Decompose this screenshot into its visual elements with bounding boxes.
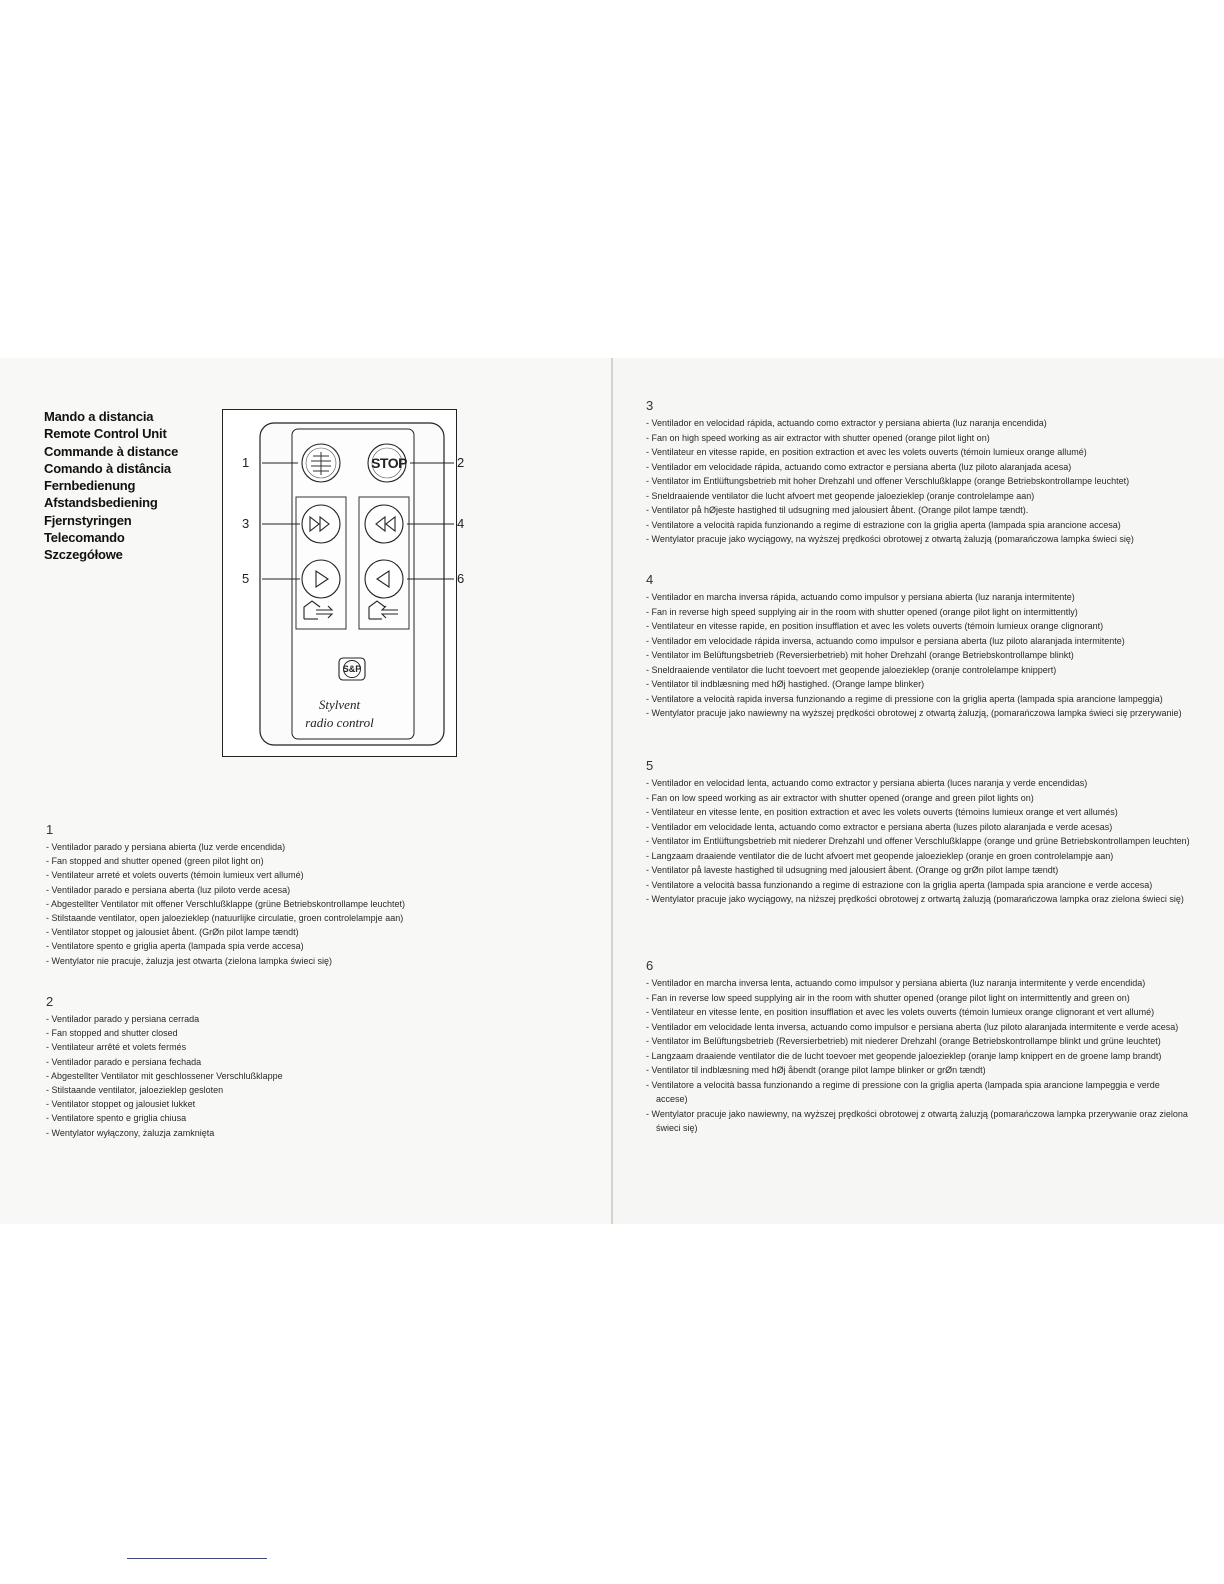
section-6-line: - Ventilador en marcha inversa lenta, actuando como impulsor y persiana abierta (luz naranja intermitente y verde encendida)	[646, 976, 1191, 991]
section-number: 3	[646, 398, 654, 413]
section-2-line: - Ventilatore spento e griglia chiusa	[46, 1111, 566, 1125]
remote-control-figure	[222, 409, 465, 757]
section-4-line: - Ventilateur en vitesse rapide, en position insufflation et avec les volets ouverts (témoin lumieux orange clignorant)	[646, 619, 1191, 634]
section-1-line: - Ventilateur arreté et volets ouverts (témoin lumieux vert allumé)	[46, 868, 566, 882]
section-6-line: - Ventilatore a velocità bassa funzionando a regime di pressione con la griglia aperta (lampada spia arancione lampeggia e verde accese)	[646, 1078, 1191, 1107]
section-5-line: - Fan on low speed working as air extractor with shutter opened (orange and green pilot lights on)	[646, 791, 1191, 806]
section-4-line: - Ventilador em velocidade rápida inversa, actuando como impulsor e persiana aberta (luz piloto alaranjada intermitente)	[646, 634, 1191, 649]
title-fr: Commande à distance	[44, 443, 179, 459]
button-4	[365, 505, 403, 543]
section-6	[646, 958, 1191, 1136]
section-3	[646, 398, 1191, 547]
section-5	[646, 758, 1191, 907]
section-2-line: - Ventilateur arrêté et volets fermés	[46, 1040, 566, 1054]
callout-1: 1	[242, 455, 250, 470]
section-1-line: - Abgestellter Ventilator mit offener Verschlußklappe (grüne Betriebskontrollampe leuchtet)	[46, 897, 566, 911]
logo-text: S&P	[342, 664, 362, 674]
section-5-line: - Ventilador em velocidade lenta, actuando como extractor e persiana aberta (luzes piloto alaranjada e verde acesas)	[646, 820, 1191, 835]
section-number: 4	[646, 572, 654, 587]
left-page	[0, 358, 612, 1224]
callout-6: 6	[457, 571, 465, 586]
section-number: 2	[46, 994, 54, 1009]
stop-label: STOP	[371, 455, 407, 471]
title-pt: Comando à distância	[44, 460, 171, 476]
section-5-line: - Ventilateur en vitesse lente, en position extraction et avec les volets ouverts (témoins lumieux orange et vert allumés)	[646, 805, 1191, 820]
section-1-line: - Fan stopped and shutter opened (green pilot light on)	[46, 854, 566, 868]
title-pl: Szczegółowe	[44, 547, 123, 563]
section-2	[46, 994, 566, 1140]
section-4-line: - Ventilatore a velocità rapida inversa funzionando a regime di pressione con la griglia aperta (lampada spia arancione lampeggia)	[646, 692, 1191, 707]
section-1-line: - Ventilatore spento e griglia aperta (lampada spia verde accesa)	[46, 939, 566, 953]
section-3-line: - Ventilador en velocidad rápida, actuando como extractor y persiana abierta (luz naranja encendida)	[646, 416, 1191, 431]
section-5-line: - Ventilador en velocidad lenta, actuando como extractor y persiana abierta (luces naranja y verde encendidas)	[646, 776, 1191, 791]
section-2-line: - Wentylator wyłączony, żaluzja zamknięta	[46, 1126, 566, 1140]
callout-3: 3	[242, 516, 250, 531]
section-6-line: - Ventilator til indblæsning med hØj åbendt (orange pilot lampe blinker or grØn tændt)	[646, 1063, 1191, 1078]
section-2-line: - Fan stopped and shutter closed	[46, 1026, 566, 1040]
section-5-line: - Ventilator im Entlüftungsbetrieb mit niederer Drehzahl und offener Verschlußklappe (orange und grüne Betriebskontrollampen leuchten)	[646, 834, 1191, 849]
button-6	[365, 560, 403, 598]
title-de: Fernbedienung	[44, 478, 136, 494]
section-4-line: - Sneldraaiende ventilator die lucht toevoert met geopende jaloezieklep (oranje controlelampe knippert)	[646, 663, 1191, 678]
link-underline	[127, 1558, 267, 1559]
section-1	[46, 822, 566, 968]
section-5-line: - Wentylator pracuje jako wyciągowy, na niższej prędkości obrotowej z ortwartą żaluzją (pomarańczowa lampka oraz zielona świeci się)	[646, 892, 1191, 907]
section-1-line: - Wentylator nie pracuje, żaluzja jest otwarta (zielona lampka świeci się)	[46, 954, 566, 968]
section-5-line: - Langzaam draaiende ventilator die de lucht afvoert met geopende jaloezieklep (oranje en groen controlelampje aan)	[646, 849, 1191, 864]
title-nl: Afstandsbediening	[44, 495, 158, 511]
section-2-line: - Ventilator stoppet og jalousiet lukket	[46, 1097, 566, 1111]
section-number: 5	[646, 758, 654, 773]
title-da: Fjernstyringen	[44, 512, 132, 528]
section-2-line: - Ventilador parado e persiana fechada	[46, 1055, 566, 1069]
scanned-spread	[0, 358, 1224, 1224]
callout-4: 4	[457, 516, 465, 531]
section-number: 6	[646, 958, 654, 973]
section-3-line: - Sneldraaiende ventilator die lucht afvoert met geopende jaloezieklep (oranje controlelampe aan)	[646, 489, 1191, 504]
callout-2: 2	[457, 455, 465, 470]
section-1-line: - Stilstaande ventilator, open jaloezieklep (natuurlijke circulatie, groen controlelampje aan)	[46, 911, 566, 925]
section-4	[646, 572, 1191, 721]
section-1-line: - Ventilador parado e persiana aberta (luz piloto verde acesa)	[46, 883, 566, 897]
brand-line-2: radio control	[305, 715, 374, 730]
section-5-line: - Ventilator på laveste hastighed til udsugning med jalousiert åbent. (Orange og grØn pilot lampe tændt)	[646, 863, 1191, 878]
section-6-line: - Wentylator pracuje jako nawiewny, na wyższej prędkości obrotowej z otwartą żaluzją (pomarańczowa lampka przerywanie oraz zielona świeci się)	[646, 1107, 1191, 1136]
section-number: 1	[46, 822, 54, 837]
section-3-line: - Fan on high speed working as air extractor with shutter opened (orange pilot light on)	[646, 431, 1191, 446]
section-6-line: - Ventilator im Belüftungsbetrieb (Reversierbetrieb) mit niederer Drehzahl (orange Betriebskontrollampe blinkt und grüne leuchtet)	[646, 1034, 1191, 1049]
title-it: Telecomando	[44, 530, 125, 546]
section-2-line: - Abgestellter Ventilator mit geschlossener Verschlußklappe	[46, 1069, 566, 1083]
section-3-line: - Ventilador em velocidade rápida, actuando como extractor e persiana aberta (luz piloto alaranjada acesa)	[646, 460, 1191, 475]
section-1-line: - Ventilador parado y persiana abierta (luz verde encendida)	[46, 840, 566, 854]
section-2-line: - Ventilador parado y persiana cerrada	[46, 1012, 566, 1026]
button-3	[302, 505, 340, 543]
section-4-line: - Ventilator til indblæsning med hØj hastighed. (Orange lampe blinker)	[646, 677, 1191, 692]
section-4-line: - Ventilator im Belüftungsbetrieb (Reversierbetrieb) mit hoher Drehzahl (orange Betriebskontrollampe blinkt)	[646, 648, 1191, 663]
section-6-line: - Ventilateur en vitesse lente, en position insufflation et avec les volets ouverts (témoin lumieux orange clignorant et vert allumé)	[646, 1005, 1191, 1020]
section-4-line: - Fan in reverse high speed supplying air in the room with shutter opened (orange pilot light on intermittently)	[646, 605, 1191, 620]
title-en: Remote Control Unit	[44, 426, 167, 442]
section-4-line: - Wentylator pracuje jako nawiewny na wyższej prędkości obrotowej z otwartą żaluzją, (pomarańczowa lampka świeci się przerywanie)	[646, 706, 1191, 721]
right-page	[613, 358, 1224, 1224]
section-2-line: - Stilstaande ventilator, jaloezieklep gesloten	[46, 1083, 566, 1097]
section-3-line: - Wentylator pracuje jako wyciągowy, na wyższej prędkości obrotowej z otwartą żaluzją (pomarańczowa lampka świeci się)	[646, 532, 1191, 547]
title-list	[44, 408, 178, 564]
section-6-line: - Langzaam draaiende ventilator die de lucht toevoer met geopende jaloezieklep (oranje lamp knippert en de groene lamp brandt)	[646, 1049, 1191, 1064]
section-3-line: - Ventilator im Entlüftungsbetrieb mit hoher Drehzahl und offener Verschlußklappe (orange Betriebskontrollampe leuchtet)	[646, 474, 1191, 489]
button-5	[302, 560, 340, 598]
title-es: Mando a distancia	[44, 409, 154, 424]
callout-5: 5	[242, 571, 250, 586]
section-3-line: - Ventilateur en vitesse rapide, en position extraction et avec les volets ouverts (témoin lumieux orange allumé)	[646, 445, 1191, 460]
section-4-line: - Ventilador en marcha inversa rápida, actuando como impulsor y persiana abierta (luz naranja intermitente)	[646, 590, 1191, 605]
section-6-line: - Ventilador em velocidade lenta inversa, actuando como impulsor e persiana aberta (luz piloto alaranjada intermitente e verde acesa)	[646, 1020, 1191, 1035]
brand-line-1: Stylvent	[318, 697, 361, 712]
section-1-line: - Ventilator stoppet og jalousiet åbent. (GrØn pilot lampe tændt)	[46, 925, 566, 939]
section-6-line: - Fan in reverse low speed supplying air in the room with shutter opened (orange pilot light on intermittently and green on)	[646, 991, 1191, 1006]
section-5-line: - Ventilatore a velocità bassa funzionando a regime di estrazione con la griglia aperta (lampada spia arancione e verde accesa)	[646, 878, 1191, 893]
section-3-line: - Ventilator på hØjeste hastighed til udsugning med jalousiert åbent. (Orange pilot lampe tændt).	[646, 503, 1191, 518]
section-3-line: - Ventilatore a velocità rapida funzionando a regime di estrazione con la griglia aperta (lampada spia arancione accesa)	[646, 518, 1191, 533]
